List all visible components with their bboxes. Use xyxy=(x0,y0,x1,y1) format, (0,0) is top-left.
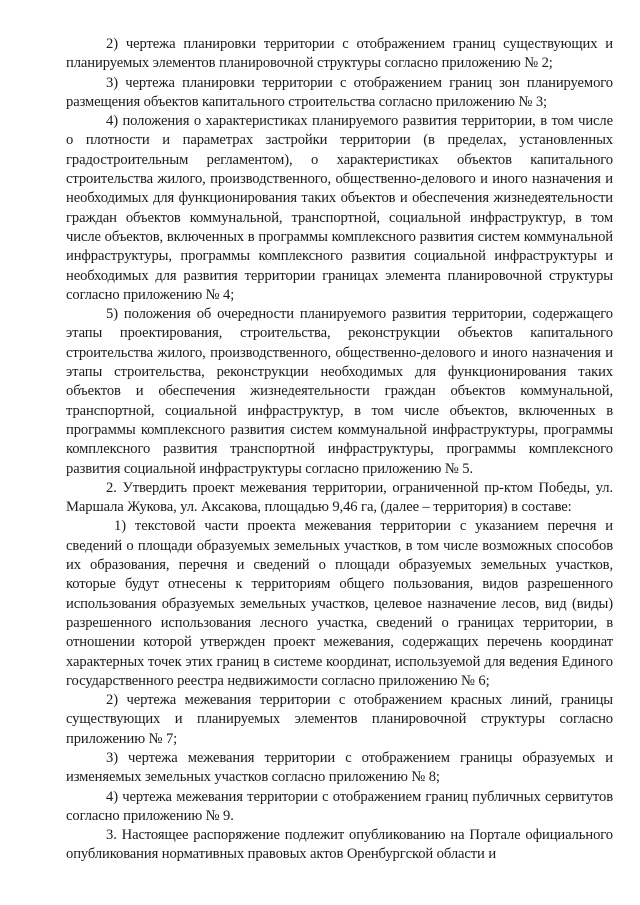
paragraph-item-4-provisions: 4) положения о характеристиках планируемого развития территории, в том числе о плотности и параметрах застройки территории (в пределах, установленных градостроительным регламентом), о характеристиках объектов капитального строительства жилого, производственного, общественно-делового и иного назначения и необходимых для функционирования таких объектов и обеспечения жизнедеятельности граждан объектов коммунальной, транспортной, социальной инфраструктур, в том числе объектов, включенных в программы комплексного развития систем коммунальной инфраструктуры, программы комплексного развития социальной инфраструктуры и необходимых для развития территории границах элемента планировочной структуры согласно приложению № 4; xyxy=(66,113,613,303)
paragraph-subitem-2-drawing: 2) чертежа межевания территории с отображением красных линий, границы существующих и планируемых элементов планировочной структуры согласно приложению № 7; xyxy=(66,692,613,747)
paragraph-item-2-drawing: 2) чертежа планировки территории с отображением границ существующих и планируемых элементов планировочной структуры согласно приложению № 2; xyxy=(66,36,613,72)
paragraph-clause-3-publication: 3. Настоящее распоряжение подлежит опубликованию на Портале официального опубликования нормативных правовых актов Оренбургской области и xyxy=(66,827,613,863)
paragraph-subitem-3-drawing: 3) чертежа межевания территории с отображением границы образуемых и изменяемых земельных участков согласно приложению № 8; xyxy=(66,749,613,786)
paragraph-subitem-1-text: 1) текстовой части проекта межевания территории с указанием перечня и сведений о площади образуемых земельных участков, в том числе возможных способов их образования, перечня и сведений о площади образуемых земельных участков, которые будут отнесены к территориям общего пользования, видов разрешенного использования образуемых земельных участков, целевое назначение лесов, вид (виды) разрешенного использования лесного участка, сведений о границах территории, в отношении которой утвержден проект межевания, содержащих перечень координат характерных точек этих границ в системе координат, используемой для ведения Единого государственного реестра недвижимости согласно приложению № 6; xyxy=(66,518,613,689)
paragraph-item-3-drawing: 3) чертежа планировки территории с отображением границ зон планируемого размещения объектов капитального строительства согласно приложению № 3; xyxy=(66,74,613,110)
paragraph-subitem-4-drawing: 4) чертежа межевания территории с отображением границ публичных сервитутов согласно приложению № 9. xyxy=(66,788,613,824)
paragraph-clause-2-approve: 2. Утвердить проект межевания территории, ограниченной пр-ктом Победы, ул. Маршала Жукова, ул. Аксакова, площадью 9,46 га, (далее – территория) в составе: xyxy=(66,479,613,516)
paragraph-item-5-stages: 5) положения об очередности планируемого развития территории, содержащего этапы проектирования, строительства, реконструкции объектов капитального строительства жилого, производственного, общественно-делового и иного назначения и этапы строительства, реконструкции необходимых для функционирования таких объектов и обеспечения жизнедеятельности граждан объектов коммунальной, транспортной, социальной инфраструктур, в том числе объектов, включенных в программы комплексного развития систем коммунальной инфраструктуры, программы комплексного развития транспортной инфраструктуры, программы комплексного развития социальной инфраструктуры согласно приложению № 5. xyxy=(66,306,613,477)
